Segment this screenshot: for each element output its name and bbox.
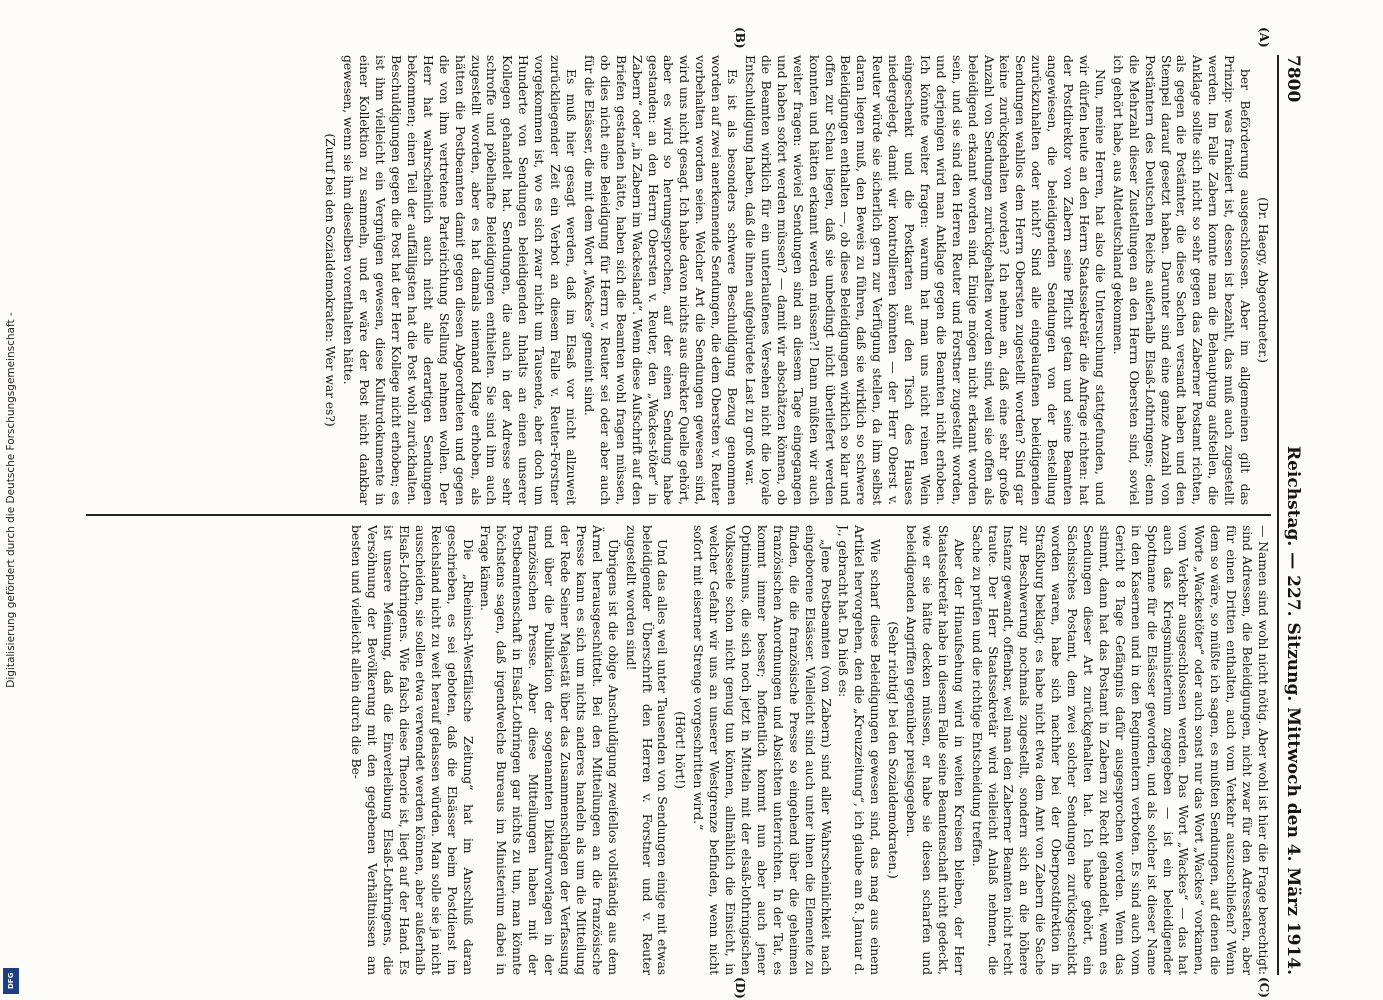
digitization-credit: Digitalisierung gefördert durch die Deutsche Forschungsgemeinschaft -: [5, 312, 17, 688]
page-number: 7800: [1283, 55, 1303, 103]
paragraph: Wie scharf diese Beleidigungen gewesen sind, das mag aus einem Artikel hervorgehen, den die „Kreuzzeitung“, ich glaube am 8. Januar d. J., gebracht hat. Da hieß es:: [836, 525, 884, 975]
page-header: [1277, 55, 1307, 975]
paragraph: Und das alles weil unter Tausenden von Sendungen einige mit etwas beleidigender Überschrift den Herren v. Forstner und v. Reuter zugestellt worden sind!: [623, 525, 671, 975]
paragraph: — Namen sind wohl nicht nötig. Aber wohl ist hier die Frage berechtigt: sind Adressen, die Beleidigungen, nicht zwar für den Adressaten, aber für einen Dritten enthalten, auch vom Verkehr auszuschließen? Wenn dem so wäre, so müßte ich sagen, es mußten Sendungen, auf denen die Worte „Wackestöter“ oder auch sonst nur das Wort „Wackes“ vorkamen, vom Verkehr ausgeschlossen werden. Das Wort „Wackes“ — das hat auch das Kriegsministerium zugegeben — ist ein beleidigender Spottname für die Elsässer geworden, und als solcher ist dieser Name in den Kasernen und in den Regimentern verboten. Es sind auch vom Gericht 8 Tage Gefängnis dafür ausgesprochen worden. Wenn das stimmt, dann hat das Postamt in Zabern zu Recht gehandelt, wenn es Sendungen dieser Art zurückgehalten hat. Ich habe gehört, ein Sächsisches Postamt, dem zwei solcher Sendungen zurückgeschickt worden waren, habe sich nachher bei der Oberpostdirektion in Straßburg beklagt; es habe nicht etwa dem Amt von Zabern die Sache zur Beschwerung nochmals zugestellt, sondern sich an die höhere Instanz gewandt, offenbar, weil man den Zaberner Beamten nicht recht traute. Der Herr Staatssekretär wird vielleicht Anlaß nehmen, die Sache zu prüfen und die richtige Entscheidung treffen.: [969, 525, 1271, 975]
margin-marker-b: (B): [733, 27, 747, 49]
right-column: [86, 525, 1271, 975]
left-column: [86, 55, 1271, 505]
digitization-credit-strip: [0, 0, 22, 1000]
paragraph: (Zuruf bei den Sozialdemokraten: Wer war es?): [323, 133, 339, 427]
paragraph: (Dr. Haegy, Abgeordneter.): [1256, 197, 1271, 363]
paragraph: (Hört! hört!): [673, 711, 689, 789]
paragraph: Aber der Hinaufsehung wird in weiten Kreisen bleiben, der Herr Staatssekretär habe in diesem Falle seine Beamtenschaft nicht gedeckt, wie er sie hätte decken müssen, er habe sie diesen scharfen und beleidigenden Angriffen gegenüber preisgegeben.: [904, 525, 967, 975]
rotated-page: [82, 27, 1307, 999]
paragraph: Es ist als besonders schwere Beschuldigung Bezug genommen worden auf zwei anerkennende Sendungen, die dem Obersten v. Reuter vorbehalten worden seien. Welcher Art die Sendungen gewesen sind, wird uns nicht gesagt. Ich habe davon nichts aus direkter Quelle gehört, aber es wird so herumgesprochen, auf der einen Sendung habe gestanden: an den Herrn Obersten v. Reuter, den „Wackes-töter“ in Zabern“ oder „in Zabern im Wackesland“. Wenn diese Aufschrift auf den Briefen gestanden hätte, haben sich die Beamten wohl fragen müssen, ob dies nicht eine Beleidigung für Herrn v. Reuter sei oder aber auch für die Elsässer, die mit dem Wort „Wackes“ gemeint sind.: [581, 55, 741, 505]
column-divider: [86, 514, 1271, 516]
paragraph: „Jene Postbeamten (von Zabern) sind aller Wahrscheinlichkeit nach eingeborene Elsässer. Vielleicht sind auch unter ihnen die Elemente zu finden, die die französische Presse so eingehend über die geheimen französischen Anordnungen und Absichten unterrichten. In der Tat, es kommt immer besser; hoffentlich kommt nun aber auch jener Optimismus, die sich noch jetzt in Mitteln mit der elsaß-lothringischen Volksseele schon nicht genug tun können, allmählich die Einsicht, in welcher Gefahr wir uns an unserer Westgrenze befinden, wenn nicht sofort mit eiserner Strenge vorgeschritten wird.“: [691, 525, 834, 975]
margin-marker-a: (A): [1257, 27, 1271, 48]
page-title: Reichstag. — 227. Sitzung. Mittwoch den 4. März 1914.: [1283, 445, 1303, 975]
paragraph: Die „Rheinisch-Westfälische Zeitung“ hat im Anschluß daran geschrieben, es sei geboten, daß die Elsässer beim Postdienst im Reichsland nicht zu weit herauf gelassen würden. Man solle sie ja nicht ausscheiden, sie sollen etwa verwendet werden können, aber außerhalb Elsaß-Lothringens. Wie falsch diese Theorie ist, liegt auf der Hand. Es ist unsere Meinung, daß die Einverleibung Elsaß-Lothringens, die Versöhnung der Bevölkerung mit den gegebenen Verhältnissen am besten und vielleicht allein durch die Be-: [349, 525, 476, 975]
paragraph: ber Beförderung ausgeschlossen. Aber im allgemeinen gilt das Prinzip: was frankiert ist, dessen ist bezahlt, das muß auch zugestellt werden. Im Falle Zabern konnte man die Behauptung aufstellen, die Anklage sollte sich nicht so sehr gegen das Zaberner Postamt richten, als gegen die Postämter, die diese Sachen versandt haben und den Stempel darauf gesetzt haben. Darunter sind eine ganze Anzahl von Postämtern des Deutschen Reichs außerhalb Elsaß-Lothringens; denn die Mehrzahl dieser Zustellungen an den Herrn Obersten sind, soviel ich gehört habe, aus Altdeutschland gekommen.: [1110, 55, 1254, 505]
paragraph: Es muß hier gesagt werden, daß im Elsaß vor nicht allzuweit zurückliegender Zeit ein Verbot an diesem Falle v. Reuter-Forstner vorgekommen ist, wo es sich zwar nicht um Tausende, aber doch um Hunderte von Sendungen beleidigenden Inhalts an einen unserer Kollegen gehandelt hat. Sendungen, die auch in der Adresse sehr schroffe und pöbelhafte Beleidigungen enthielten. Sie sind ihm auch zugestellt worden, aber es hat damals niemand Klage erhoben, als hätten die Postbeamten damit gegen diesen Abgeordneten und gegen die von ihm vertretene Parteirichtung Stellung nehmen wollen. Der Herr hat wahrscheinlich auch nicht alle derartigen Sendungen bekommen; einen Teil der auffälligsten hat die Post wohl zurückhalten. Beschuldigungen gegen die Post hat der Herr Kollege nicht erhoben; es ist ihm vielleicht ein Vergnügen gewesen, diese Kulturdokumente in einer Kollektion zu sammeln, und er wäre der Post nicht dankbar gewesen, wenn sie ihm dieselben vorenthalten hätte.: [341, 55, 580, 505]
dfg-logo: DFG: [3, 968, 19, 994]
margin-marker-c: (C): [1257, 977, 1271, 998]
margin-marker-d: (D): [733, 977, 747, 999]
paragraph: Nun, meine Herren, hat also die Untersuchung stattgefunden, und wir dürfen heute an den Herrn Staatssekretär die Anfrage richten: hat der Postdirektor von Zabern seine Pflicht getan und seine Beamten angewiesen, die beleidigenden Sendungen von der Bestellung zurückzuhalten oder nicht? Sind alle eingelaufenen beleidigenden Sendungen wahllos dem Herrn Obersten zugestellt worden? Sind gar keine zurückgehalten worden? Ich nehme an, daß eine sehr große Anzahl von Sendungen zurückgehalten worden sind, weil sie offen als beleidigend erkannt worden sind. Einige mögen nicht erkannt worden sein, und sie sind den Herren Reuter und Forstner zugestellt worden, und derjenigen wird man Anklage gegen die Beamten nicht erhoben. Ich könnte weiter fragen: warum hat man uns nicht reinen Wein eingeschenkt und die Postkarten auf den Tisch des Hauses niedergelegt, damit wir kontrollieren könnten — der Herr Oberst v. Reuter würde sie sicherlich gern zur Verfügung stellen, da ihm selbst daran liegen muß, den Beweis zu führen, daß sie wirklich so schwere Beleidigungen enthalten —, ob diese Beleidigungen wirklich so klar und offen zur Schau liegen, daß sie unbedingt nicht überliefert werden konnten und hätten erkannt werden müssen?! Dann müßten wir auch weiter fragen: wieviel Sendungen sind an diesem Tage eingegangen und haben sofort werden müssen? — damit wir abschätzen können, ob die Beamten wirklich für ein unterlaufenes Versehen nicht die loyale Entschuldigung haben, daß die ihnen aufgebürdete Last zu groß war.: [743, 55, 1108, 505]
paragraph: (Sehr richtig! bei den Sozialdemokraten.): [886, 621, 902, 879]
paragraph: Übrigens ist die obige Anschuldigung zweifellos vollständig aus dem Ärmel herausgeschüttelt. Bei den Mitteilungen an die französische Presse kann es sich um nichts anderes handeln als um die Mitteilung der Rede Seiner Majestät über das Zusammenschlagen der Verfassung und über die Publikation der sogenannten Diktaturvorlagen in der französischen Presse. Aber diese Mitteilungen haben mit der Postbeamtenschaft in Elsaß-Lothringen gar nichts zu tun, man könnte höchstens sagen, daß irgendwelche Bureaus im Ministerium dabei in Frage kämen.: [478, 525, 621, 975]
